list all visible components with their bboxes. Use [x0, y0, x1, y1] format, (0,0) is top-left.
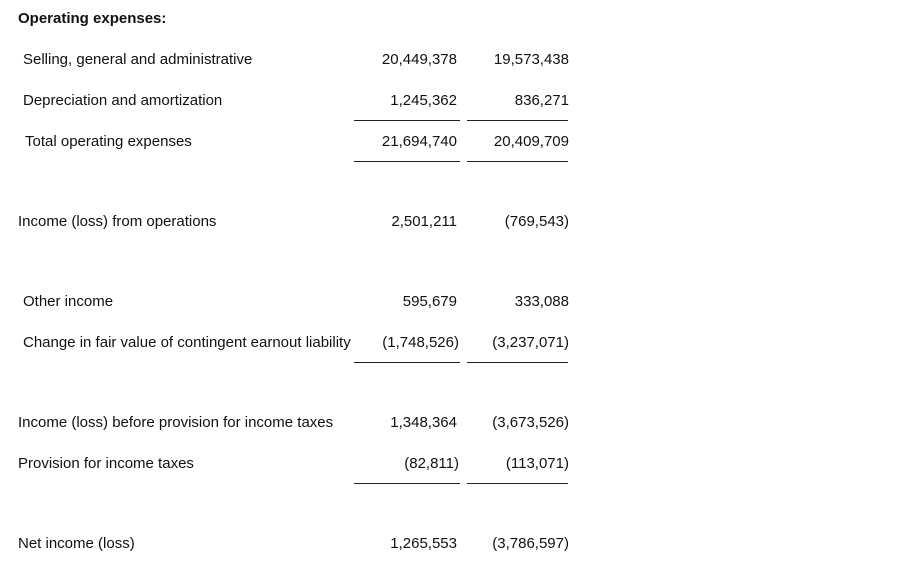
underline-rule: [467, 120, 568, 121]
row-value-col1: (82,811): [404, 455, 459, 472]
underline-rule: [354, 362, 460, 363]
row-value-col2: 20,409,709: [493, 133, 569, 150]
row-value-col2: (769,543): [504, 213, 569, 230]
row-label: Provision for income taxes: [18, 455, 194, 472]
row-label: Change in fair value of contingent earnout liability: [23, 334, 351, 351]
row-value-col2: 19,573,438: [493, 51, 569, 68]
row-label: Selling, general and administrative: [23, 51, 253, 68]
section-heading: Operating expenses:: [18, 10, 167, 27]
row-value-col1: 595,679: [402, 293, 457, 310]
row-value-col2: (113,071): [505, 455, 569, 472]
row-value-col1: 20,449,378: [381, 51, 457, 68]
row-value-col1: 1,245,362: [390, 92, 457, 109]
row-value-col1: 2,501,211: [391, 213, 457, 230]
row-value-col2: (3,673,526): [492, 414, 569, 431]
underline-rule: [467, 362, 568, 363]
row-label: Depreciation and amortization: [23, 92, 223, 109]
underline-rule: [354, 483, 460, 484]
row-value-col2: 836,271: [514, 92, 569, 109]
row-label: Other income: [23, 293, 114, 310]
row-value-col2: (3,237,071): [492, 334, 569, 351]
row-value-col1: 1,265,553: [390, 535, 457, 552]
row-value-col1: 1,348,364: [390, 414, 457, 431]
underline-rule: [467, 161, 568, 162]
row-label: Total operating expenses: [25, 133, 192, 150]
row-label: Income (loss) before provision for income taxes: [18, 414, 334, 431]
row-value-col1: (1,748,526): [382, 334, 459, 351]
row-label: Income (loss) from operations: [18, 213, 217, 230]
row-value-col2: (3,786,597): [492, 535, 569, 552]
row-value-col2: 333,088: [514, 293, 569, 310]
row-value-col1: 21,694,740: [381, 133, 457, 150]
underline-rule: [354, 120, 460, 121]
underline-rule: [467, 483, 568, 484]
underline-rule: [354, 161, 460, 162]
row-label: Net income (loss): [18, 535, 135, 552]
